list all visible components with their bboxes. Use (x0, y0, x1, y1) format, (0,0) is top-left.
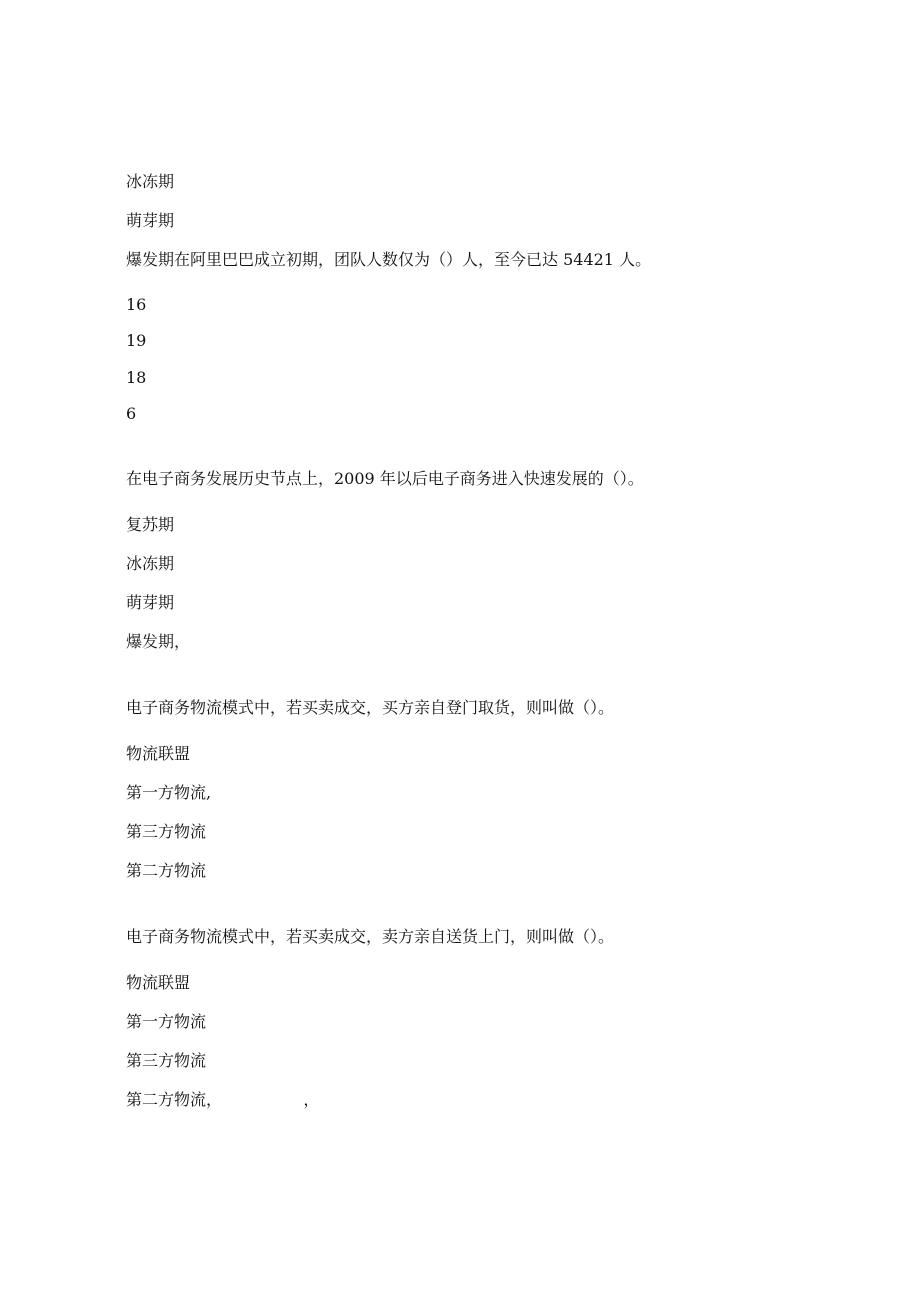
option-text: 冰冻期 (126, 554, 175, 573)
option-text: 16 (126, 295, 147, 314)
option-text: 第三方物流 (126, 1051, 207, 1070)
option-text: 萌芽期 (126, 211, 175, 230)
question-text: 在电子商务发展历史节点上，2009 年以后电子商务进入快速发展的（）。 (126, 469, 644, 488)
option-text: 6 (126, 404, 137, 423)
question-text: 爆发期在阿里巴巴成立初期，团队人数仅为（）人，至今已达 54421 人。 (126, 250, 652, 269)
option-text: 第一方物流, (126, 783, 212, 802)
option-text: 冰冻期 (126, 172, 175, 191)
option-text: 复苏期 (126, 515, 175, 534)
option-text: 物流联盟 (126, 744, 191, 763)
option-text: 物流联盟 (126, 973, 191, 992)
question-text: 电子商务物流模式中，若买卖成交，卖方亲自送货上门，则叫做（）。 (126, 927, 615, 946)
option-text: 第二方物流， ， (126, 1090, 320, 1109)
option-text: 爆发期， (126, 632, 191, 651)
question-text: 电子商务物流模式中，若买卖成交，买方亲自登门取货，则叫做（）。 (126, 698, 615, 717)
option-text: 第一方物流 (126, 1012, 207, 1031)
option-text: 18 (126, 368, 147, 387)
option-text: 第二方物流 (126, 861, 207, 880)
option-text: 第三方物流 (126, 822, 207, 841)
option-text: 19 (126, 331, 147, 350)
option-text: 萌芽期 (126, 593, 175, 612)
